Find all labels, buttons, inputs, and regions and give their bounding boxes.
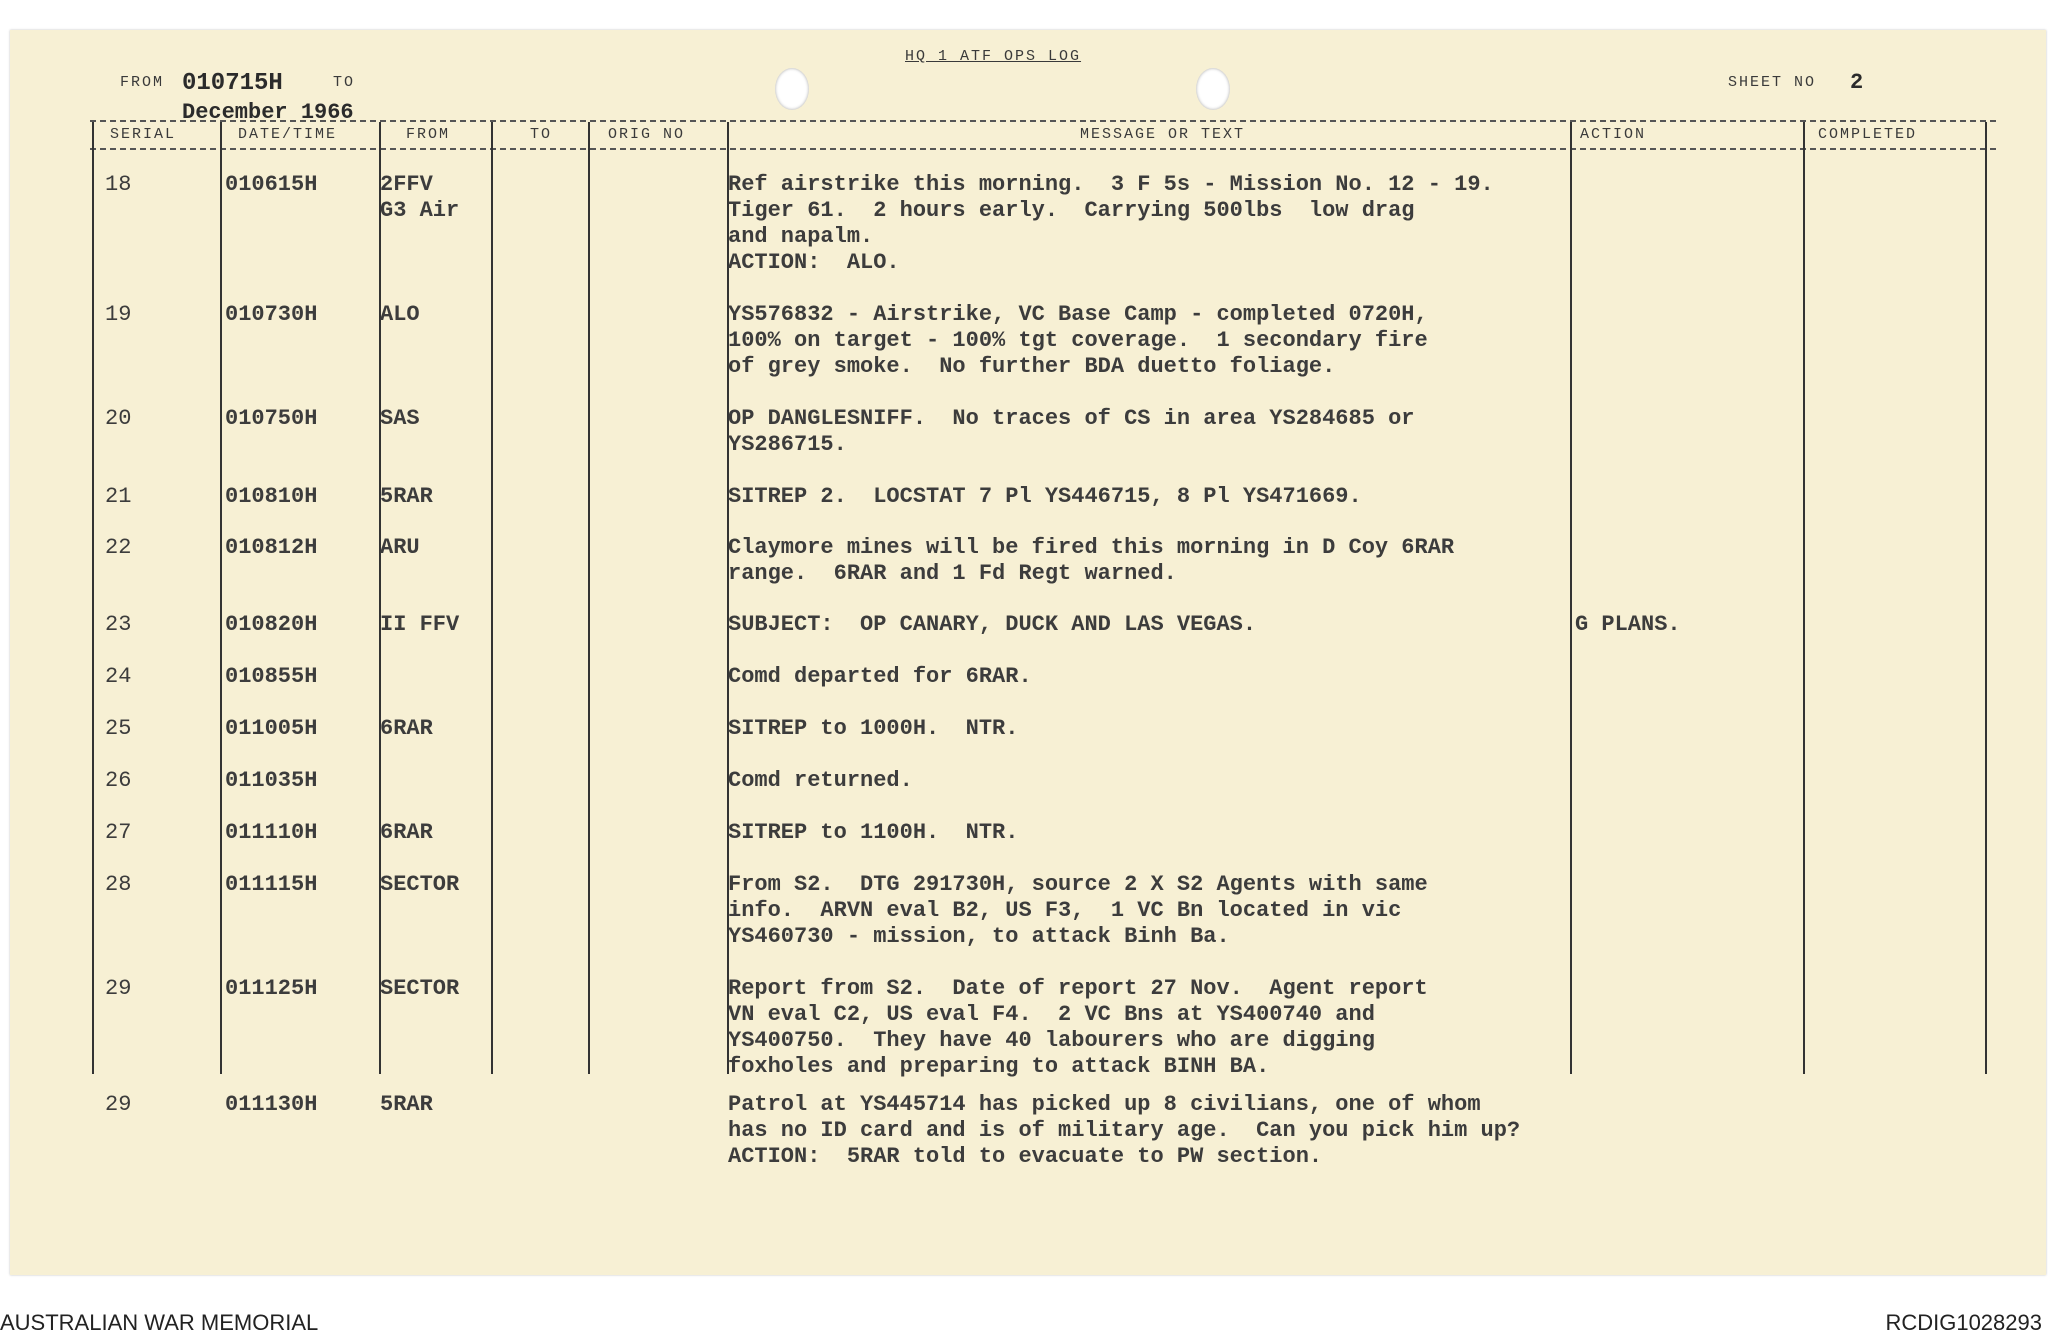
col-datetime: DATE/TIME <box>238 126 338 143</box>
from-label: FROM <box>120 74 165 91</box>
entry-datetime: 011110H <box>225 820 318 845</box>
entry-serial: 22 <box>105 535 132 560</box>
entry-datetime: 010820H <box>225 612 318 637</box>
col-divider <box>1803 122 1805 1074</box>
header-top-rule <box>90 120 1996 122</box>
from-value: 010715H <box>182 70 283 97</box>
entry-datetime: 010615H <box>225 172 318 197</box>
col-divider <box>588 122 590 1074</box>
month-value: December 1966 <box>182 100 354 125</box>
entry-serial: 20 <box>105 406 132 431</box>
entry-datetime: 010855H <box>225 664 318 689</box>
entry-from: SECTOR <box>380 976 460 1001</box>
col-orig: ORIG NO <box>608 126 686 143</box>
log-sheet <box>10 30 2046 1275</box>
footer-reference: RCDIG1028293 <box>1885 1310 2042 1335</box>
col-action: ACTION <box>1580 126 1647 143</box>
entry-message: Patrol at YS445714 has picked up 8 civilians, one of whom has no ID card and is of military age. Can you pick him up? ACTION: 5RAR told to evacuate to PW section. <box>728 1092 1521 1169</box>
entry-serial: 19 <box>105 302 132 327</box>
entry-serial: 25 <box>105 716 132 741</box>
entry-datetime: 010730H <box>225 302 318 327</box>
entry-message: Report from S2. Date of report 27 Nov. Agent report VN eval C2, US eval F4. 2 VC Bns at YS400740 and YS400750. They have 40 labourers who are digging foxholes and preparing to attack BINH BA. <box>728 976 1428 1079</box>
entry-datetime: 010750H <box>225 406 318 431</box>
entry-datetime: 010810H <box>225 484 318 509</box>
entry-action: G PLANS. <box>1575 612 1681 637</box>
entry-from: SECTOR <box>380 872 460 897</box>
entry-message: SUBJECT: OP CANARY, DUCK AND LAS VEGAS. <box>728 612 1257 637</box>
col-divider <box>379 122 381 1074</box>
entry-from: 2FFV G3 Air <box>380 172 460 223</box>
entry-serial: 24 <box>105 664 132 689</box>
entry-datetime: 011125H <box>225 976 318 1001</box>
entry-serial: 18 <box>105 172 132 197</box>
entry-from: ALO <box>380 302 420 327</box>
entry-from: 5RAR <box>380 1092 433 1117</box>
entry-from: 6RAR <box>380 820 433 845</box>
to-label: TO <box>333 74 356 91</box>
entry-message: Claymore mines will be fired this morning in D Coy 6RAR range. 6RAR and 1 Fd Regt warned. <box>728 535 1455 586</box>
col-divider <box>1985 122 1987 1074</box>
footer-source: AUSTRALIAN WAR MEMORIAL <box>0 1310 319 1335</box>
col-message: MESSAGE OR TEXT <box>1080 126 1246 143</box>
entry-datetime: 011130H <box>225 1092 318 1117</box>
col-divider <box>92 122 94 1074</box>
entry-from: ARU <box>380 535 420 560</box>
entry-message: YS576832 - Airstrike, VC Base Camp - completed 0720H, 100% on target - 100% tgt coverage. 1 secondary fire of grey smoke. No further BDA duetto foliage. <box>728 302 1428 379</box>
entry-message: Comd returned. <box>728 768 913 793</box>
entry-message: OP DANGLESNIFF. No traces of CS in area YS284685 or YS286715. <box>728 406 1415 457</box>
entry-from: 6RAR <box>380 716 433 741</box>
col-to: TO <box>530 126 553 143</box>
entry-from: II FFV <box>380 612 460 637</box>
entry-from: SAS <box>380 406 420 431</box>
entry-serial: 23 <box>105 612 132 637</box>
col-divider <box>1570 122 1572 1074</box>
entry-serial: 29 <box>105 976 132 1001</box>
col-divider <box>220 122 222 1074</box>
punch-hole-right <box>1196 68 1230 110</box>
sheet-value: 2 <box>1850 70 1864 95</box>
entry-datetime: 011005H <box>225 716 318 741</box>
entry-serial: 28 <box>105 872 132 897</box>
col-divider <box>491 122 493 1074</box>
page-title: HQ 1 ATF OPS LOG <box>905 48 1082 65</box>
entry-from: 5RAR <box>380 484 433 509</box>
entry-message: Ref airstrike this morning. 3 F 5s - Mission No. 12 - 19. Tiger 61. 2 hours early. Carrying 500lbs low drag and napalm. ACTION: ALO. <box>728 172 1494 275</box>
entry-message: From S2. DTG 291730H, source 2 X S2 Agents with same info. ARVN eval B2, US F3, 1 VC Bn located in vic YS460730 - mission, to attack Binh Ba. <box>728 872 1428 949</box>
entry-serial: 27 <box>105 820 132 845</box>
col-serial: SERIAL <box>110 126 177 143</box>
entry-datetime: 010812H <box>225 535 318 560</box>
entry-serial: 26 <box>105 768 132 793</box>
entry-serial: 21 <box>105 484 132 509</box>
entry-message: SITREP to 1100H. NTR. <box>728 820 1019 845</box>
punch-hole-left <box>775 68 809 110</box>
col-from: FROM <box>406 126 451 143</box>
entry-datetime: 011115H <box>225 872 318 897</box>
entry-message: SITREP 2. LOCSTAT 7 Pl YS446715, 8 Pl YS471669. <box>728 484 1362 509</box>
col-completed: COMPLETED <box>1818 126 1918 143</box>
entry-serial: 29 <box>105 1092 132 1117</box>
entry-datetime: 011035H <box>225 768 318 793</box>
sheet-label: SHEET NO <box>1728 74 1817 91</box>
header-bottom-rule <box>90 148 1996 150</box>
entry-message: Comd departed for 6RAR. <box>728 664 1032 689</box>
entry-message: SITREP to 1000H. NTR. <box>728 716 1019 741</box>
